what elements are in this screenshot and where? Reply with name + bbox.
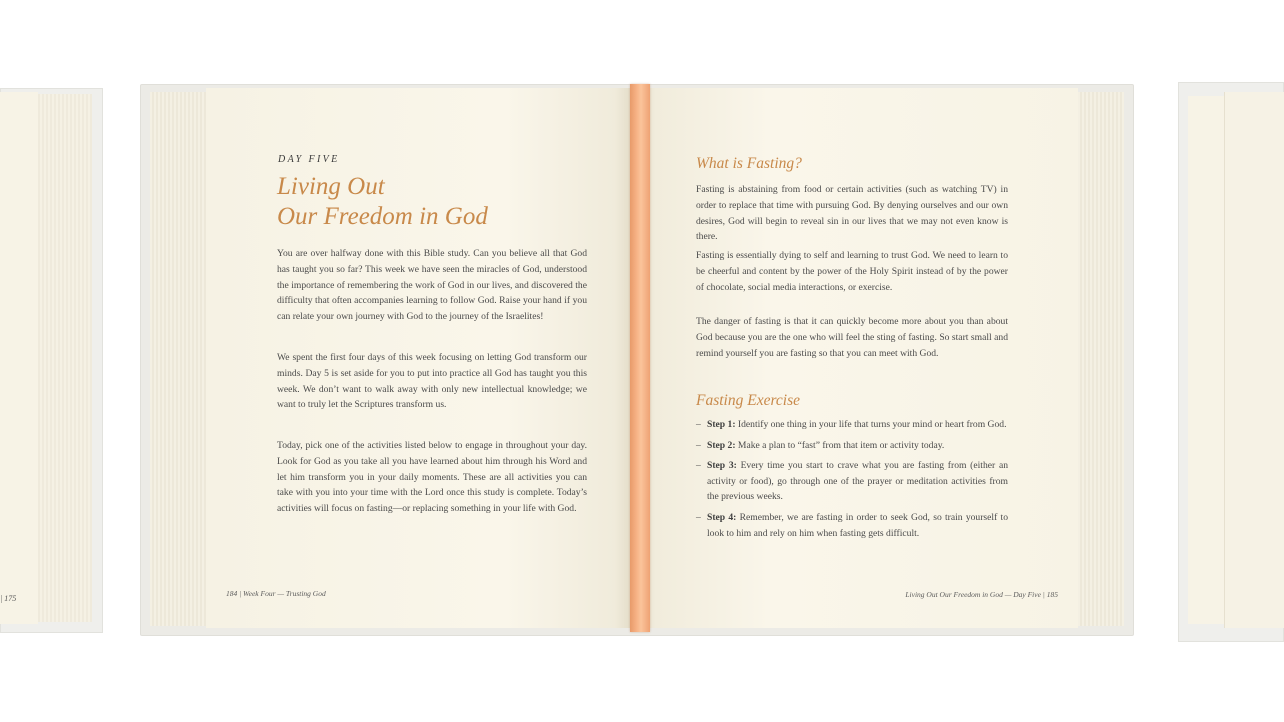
step-text: Every time you start to crave what you are fasting from (either an activity or food), go through one of the prayer or meditation activities from the previous weeks. [707, 460, 1008, 503]
step-text: Make a plan to “fast” from that item or activity today. [735, 439, 945, 451]
right-paragraph-2: Fasting is essentially dying to self and learning to trust God. We need to learn to be cheerful and content by the power of the Holy Spirit instead of by the power of chocolate, social media interactions, or exercise. [696, 250, 1008, 293]
step-item [696, 510, 1008, 541]
open-book [140, 84, 1134, 636]
step-item [696, 417, 1008, 433]
right-page-footer: Living Out Our Freedom in God — Day Five | 185 [905, 590, 1058, 599]
left-page-edges [150, 92, 210, 626]
step-text: Identify one thing in your life that turns your mind or heart from God. [735, 419, 1007, 430]
left-partial-book [0, 88, 103, 633]
chapter-title [277, 172, 488, 232]
step-dash: – [696, 439, 701, 451]
left-paragraph-3: Today, pick one of the activities listed below to engage in throughout your day. Look for God as you take all you have learned about him through his Word and let him transform you in your daily moments. These are all activities you can take with you into your time with the Lord once this study is complete. Today’s activities will focus on fasting—or replacing something in your life with God. [277, 440, 587, 515]
step-item [696, 438, 1008, 454]
step-label: Step 4: [707, 511, 737, 523]
step-text: Remember, we are fasting in order to seek God, so train yourself to look to him and rely on him when fasting gets difficult. [707, 511, 1008, 539]
step-label: Step 2: [707, 439, 736, 451]
right-paragraph-3: The danger of fasting is that it can quickly become more about you than about God because you are the one who will feel the sting of fasting. So start small and remind yourself you are fasting so that you can meet with God. [696, 316, 1008, 359]
chapter-title-line-1: Living Out [277, 173, 385, 200]
step-item [696, 458, 1008, 505]
right-page-edges [1074, 92, 1124, 626]
step-dash: – [696, 419, 701, 430]
section-heading-exercise: Fasting Exercise [696, 392, 801, 409]
step-dash: – [696, 511, 701, 523]
ribbon-bookmark [630, 84, 650, 632]
step-label: Step 3: [707, 460, 737, 472]
steps-list [696, 417, 1008, 546]
step-label: Step 1: [707, 419, 736, 430]
left-paragraph-1: You are over halfway done with this Bible study. Can you believe all that God has taught you so far? This week we have seen the miracles of God, understood the importance of remembering the work of God in our lives, and discovered the difficulty that often accompanies learning to follow God. Raise your hand if you can relate your own journey with God to the journey of the Israelites! [277, 248, 587, 323]
left-book-page-number: | 175 [0, 594, 17, 603]
day-label: DAY FIVE [278, 154, 340, 165]
right-paragraph-1: Fasting is abstaining from food or certain activities (such as watching TV) in order to replace that time with pursuing God. By denying ourselves and our own desires, God will begin to reveal sin in our lives that we may not even know is there. [696, 184, 1008, 243]
chapter-title-line-2: Our Freedom in God [277, 203, 488, 230]
left-paragraph-2: We spent the first four days of this week focusing on letting God transform our minds. Day 5 is set aside for you to put into practice all God has taught you this week. We don’t want to walk away with only new intellectual knowledge; we want to truly let the Scriptures transform us. [277, 352, 587, 411]
section-heading-fasting: What is Fasting? [696, 155, 802, 172]
left-book-page [0, 92, 38, 624]
right-partial-book [1178, 82, 1284, 642]
right-book-page [1224, 92, 1284, 628]
step-dash: – [696, 460, 701, 472]
left-page-footer: 184 | Week Four — Trusting God [226, 589, 326, 598]
